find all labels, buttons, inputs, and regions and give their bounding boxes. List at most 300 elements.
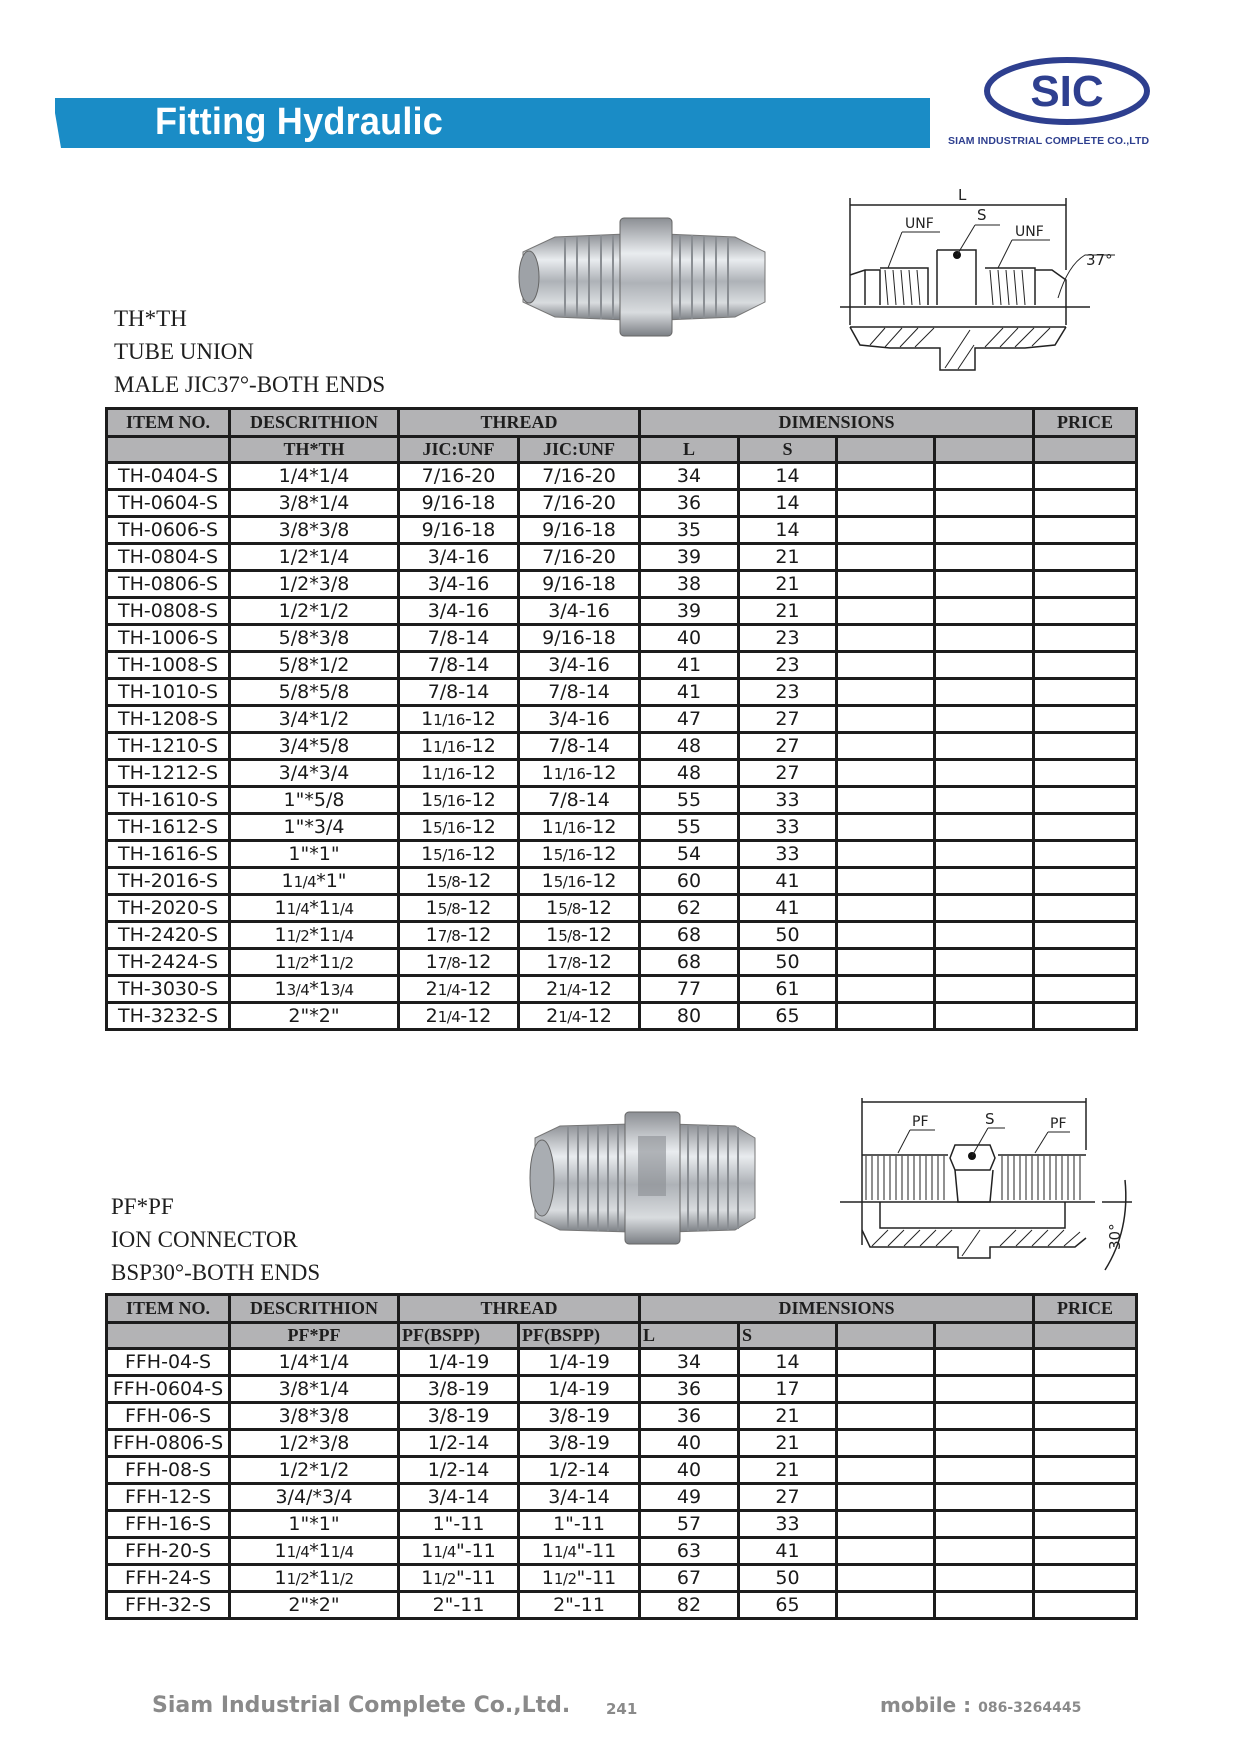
- mobile-label: mobile :: [880, 1693, 972, 1717]
- table-row: [107, 625, 1137, 652]
- description-cell: 1/2*1/4: [230, 544, 399, 571]
- description-cell: 3/8*1/4: [230, 490, 399, 517]
- item-no-cell: TH-0606-S: [107, 517, 230, 544]
- dim-l-cell: 80: [640, 1003, 739, 1030]
- dim-blank-cell: [935, 1538, 1034, 1565]
- heading-line: PF*PF: [111, 1194, 174, 1219]
- dim-blank-cell: [837, 814, 935, 841]
- thread-2-cell: 1/2-14: [519, 1457, 640, 1484]
- dim-blank-cell: [935, 868, 1034, 895]
- dim-blank-cell: [935, 1457, 1034, 1484]
- price-cell: [1034, 652, 1137, 679]
- table-row: [107, 976, 1137, 1003]
- thread-1-cell: 11/16-12: [399, 706, 519, 733]
- description-cell: 1"*1": [230, 1511, 399, 1538]
- header-dim-s: S: [739, 1323, 837, 1349]
- description-cell: 1/2*3/8: [230, 571, 399, 598]
- table-row: [107, 868, 1137, 895]
- fraction-part: 1/4: [293, 872, 317, 891]
- description-cell: 1/2*1/2: [230, 598, 399, 625]
- thread-1-cell: 2"-11: [399, 1592, 519, 1619]
- price-cell: [1034, 1511, 1137, 1538]
- dim-s-cell: 33: [739, 787, 837, 814]
- dim-blank-cell: [837, 922, 935, 949]
- dim-blank-cell: [837, 787, 935, 814]
- thread-2-cell: 1/4-19: [519, 1349, 640, 1376]
- sic-logo: [983, 56, 1151, 126]
- table-row: [107, 679, 1137, 706]
- thread-2-cell: 7/16-20: [519, 490, 640, 517]
- dim-s-cell: 21: [739, 1403, 837, 1430]
- header-price: PRICE: [1034, 409, 1137, 437]
- dim-s-cell: 14: [739, 490, 837, 517]
- dim-s-cell: 27: [739, 733, 837, 760]
- dim-s-cell: 21: [739, 544, 837, 571]
- dim-l-cell: 36: [640, 1403, 739, 1430]
- price-cell: [1034, 706, 1137, 733]
- dim-l-cell: 82: [640, 1592, 739, 1619]
- price-cell: [1034, 571, 1137, 598]
- price-cell: [1034, 1484, 1137, 1511]
- header-blank: [107, 437, 230, 463]
- fraction-part: 1/2: [433, 1569, 456, 1588]
- description-cell: 1/4*1/4: [230, 1349, 399, 1376]
- dim-l-cell: 48: [640, 760, 739, 787]
- table-row: [107, 652, 1137, 679]
- dim-blank-cell: [935, 1592, 1034, 1619]
- dim-l-cell: 39: [640, 544, 739, 571]
- thread-1-cell: 1/2-14: [399, 1430, 519, 1457]
- fraction-part: 3/4: [330, 980, 354, 999]
- fraction-part: 1/4: [286, 1542, 310, 1561]
- heading-line: TUBE UNION: [114, 339, 254, 364]
- footer-mobile: [880, 1693, 1081, 1717]
- dim-s-cell: 21: [739, 1457, 837, 1484]
- header-description: DESCRITHION: [230, 409, 399, 437]
- dim-blank-cell: [837, 895, 935, 922]
- thread-2-cell: 7/16-20: [519, 463, 640, 490]
- fraction-part: 1/2: [286, 1569, 310, 1588]
- table-row: [107, 517, 1137, 544]
- price-cell: [1034, 1403, 1137, 1430]
- length-label: L: [958, 186, 967, 204]
- thread-right-label: PF: [1050, 1116, 1067, 1132]
- description-cell: 11/4*11/4: [230, 895, 399, 922]
- dim-s-cell: 65: [739, 1003, 837, 1030]
- dim-blank-cell: [837, 463, 935, 490]
- dim-s-cell: 50: [739, 922, 837, 949]
- price-cell: [1034, 922, 1137, 949]
- fraction-part: 5/16: [433, 791, 465, 810]
- page-title: Fitting Hydraulic: [155, 101, 444, 143]
- thread-2-cell: 9/16-18: [519, 517, 640, 544]
- fraction-part: 1/16: [553, 818, 586, 837]
- thread-2-cell: 3/4-16: [519, 706, 640, 733]
- dim-blank-cell: [837, 625, 935, 652]
- thread-1-cell: 21/4-12: [399, 1003, 519, 1030]
- fraction-part: 1/4: [330, 899, 354, 918]
- fraction-part: 1/16: [553, 764, 586, 783]
- thread-2-cell: 21/4-12: [519, 976, 640, 1003]
- thread-left-label: PF: [912, 1114, 929, 1130]
- table-row: [107, 1538, 1137, 1565]
- angle-label: 30°: [1106, 1223, 1124, 1250]
- item-no-cell: FFH-16-S: [107, 1511, 230, 1538]
- dim-l-cell: 36: [640, 1376, 739, 1403]
- dim-s-cell: 41: [739, 1538, 837, 1565]
- dim-s-cell: 33: [739, 841, 837, 868]
- item-no-cell: TH-1212-S: [107, 760, 230, 787]
- dim-blank-cell: [935, 1484, 1034, 1511]
- dim-blank-cell: [837, 733, 935, 760]
- item-no-cell: TH-0604-S: [107, 490, 230, 517]
- heading-line: TH*TH: [114, 306, 187, 331]
- angle-label: 37°: [1086, 251, 1113, 269]
- dim-blank-cell: [837, 1430, 935, 1457]
- header-thread-sub-2: JIC:UNF: [519, 437, 640, 463]
- description-cell: 2"*2": [230, 1003, 399, 1030]
- table-row: [107, 787, 1137, 814]
- thread-1-cell: 11/2"-11: [399, 1565, 519, 1592]
- fraction-part: 5/8: [437, 899, 461, 918]
- header-blank: [837, 437, 935, 463]
- ion-connector-drawing: [840, 1090, 1140, 1290]
- header-dim-l: L: [640, 437, 739, 463]
- dim-l-cell: 49: [640, 1484, 739, 1511]
- thread-2-cell: 1"-11: [519, 1511, 640, 1538]
- tube-union-drawing: [840, 180, 1120, 390]
- item-no-cell: TH-2420-S: [107, 922, 230, 949]
- description-cell: 1"*1": [230, 841, 399, 868]
- header-blank: [1034, 437, 1137, 463]
- dim-blank-cell: [935, 652, 1034, 679]
- dim-blank-cell: [837, 490, 935, 517]
- table-row: [107, 1457, 1137, 1484]
- dim-blank-cell: [837, 1592, 935, 1619]
- item-no-cell: TH-0804-S: [107, 544, 230, 571]
- fraction-part: 1/2: [330, 953, 354, 972]
- dim-blank-cell: [837, 1376, 935, 1403]
- dim-l-cell: 68: [640, 922, 739, 949]
- heading-line: ION CONNECTOR: [111, 1227, 298, 1252]
- dim-blank-cell: [837, 517, 935, 544]
- dim-blank-cell: [935, 1511, 1034, 1538]
- fraction-part: 1/4: [558, 980, 581, 999]
- description-cell: 1/2*3/8: [230, 1430, 399, 1457]
- table-row: [107, 544, 1137, 571]
- thread-1-cell: 9/16-18: [399, 490, 519, 517]
- thread-1-cell: 9/16-18: [399, 517, 519, 544]
- price-cell: [1034, 1592, 1137, 1619]
- description-cell: 3/8*3/8: [230, 517, 399, 544]
- header-description-sub: TH*TH: [230, 437, 399, 463]
- header-thread-sub-1: PF(BSPP): [399, 1323, 519, 1349]
- price-cell: [1034, 1003, 1137, 1030]
- thread-left-label: UNF: [905, 216, 934, 232]
- item-no-cell: FFH-0604-S: [107, 1376, 230, 1403]
- fraction-part: 7/8: [558, 953, 581, 972]
- item-no-cell: TH-1010-S: [107, 679, 230, 706]
- fraction-part: 5/16: [433, 818, 465, 837]
- thread-1-cell: 15/16-12: [399, 841, 519, 868]
- price-cell: [1034, 1376, 1137, 1403]
- fraction-part: 5/16: [553, 872, 586, 891]
- dim-blank-cell: [837, 1538, 935, 1565]
- header-blank: [1034, 1323, 1137, 1349]
- fraction-part: 1/16: [433, 710, 465, 729]
- thread-1-cell: 3/4-16: [399, 571, 519, 598]
- price-cell: [1034, 679, 1137, 706]
- fraction-part: 7/8: [437, 953, 461, 972]
- description-cell: 5/8*5/8: [230, 679, 399, 706]
- thread-1-cell: 15/16-12: [399, 814, 519, 841]
- table-row: [107, 463, 1137, 490]
- price-cell: [1034, 625, 1137, 652]
- dim-s-cell: 17: [739, 1376, 837, 1403]
- logo-text: SIC: [1030, 67, 1104, 116]
- dim-blank-cell: [935, 841, 1034, 868]
- dim-blank-cell: [935, 1376, 1034, 1403]
- thread-2-cell: 21/4-12: [519, 1003, 640, 1030]
- header-dimensions: DIMENSIONS: [640, 409, 1034, 437]
- ion-connector-photo: [520, 1108, 760, 1248]
- item-no-cell: TH-2020-S: [107, 895, 230, 922]
- item-no-cell: FFH-20-S: [107, 1538, 230, 1565]
- description-cell: 3/8*3/8: [230, 1403, 399, 1430]
- thread-2-cell: 3/4-16: [519, 652, 640, 679]
- dim-blank-cell: [837, 1403, 935, 1430]
- dim-s-cell: 61: [739, 976, 837, 1003]
- thread-1-cell: 3/4-16: [399, 544, 519, 571]
- dim-s-cell: 33: [739, 814, 837, 841]
- dim-blank-cell: [935, 895, 1034, 922]
- description-cell: 1/4*1/4: [230, 463, 399, 490]
- price-cell: [1034, 490, 1137, 517]
- dim-blank-cell: [935, 787, 1034, 814]
- dim-s-cell: 23: [739, 652, 837, 679]
- thread-1-cell: 17/8-12: [399, 922, 519, 949]
- item-no-cell: FFH-04-S: [107, 1349, 230, 1376]
- header-dim-l: L: [640, 1323, 739, 1349]
- header-dim-s: S: [739, 437, 837, 463]
- thread-2-cell: 3/4-14: [519, 1484, 640, 1511]
- fraction-part: 7/8: [437, 926, 461, 945]
- dim-s-cell: 21: [739, 598, 837, 625]
- dim-blank-cell: [837, 760, 935, 787]
- dim-l-cell: 77: [640, 976, 739, 1003]
- description-cell: 5/8*1/2: [230, 652, 399, 679]
- dim-blank-cell: [837, 652, 935, 679]
- price-cell: [1034, 814, 1137, 841]
- table-row: [107, 1349, 1137, 1376]
- description-cell: 11/2*11/4: [230, 922, 399, 949]
- thread-2-cell: 3/8-19: [519, 1403, 640, 1430]
- description-cell: 3/4*3/4: [230, 760, 399, 787]
- description-cell: 2"*2": [230, 1592, 399, 1619]
- dim-l-cell: 40: [640, 625, 739, 652]
- table-row: [107, 1565, 1137, 1592]
- fraction-part: 5/8: [558, 926, 581, 945]
- thread-2-cell: 11/2"-11: [519, 1565, 640, 1592]
- table-row: [107, 949, 1137, 976]
- item-no-cell: FFH-0806-S: [107, 1430, 230, 1457]
- header-blank: [935, 437, 1034, 463]
- dim-blank-cell: [837, 571, 935, 598]
- thread-1-cell: 21/4-12: [399, 976, 519, 1003]
- heading-line: BSP30°-BOTH ENDS: [111, 1260, 321, 1285]
- item-no-cell: TH-1006-S: [107, 625, 230, 652]
- thread-1-cell: 11/16-12: [399, 760, 519, 787]
- dim-blank-cell: [837, 976, 935, 1003]
- thread-2-cell: 2"-11: [519, 1592, 640, 1619]
- dim-l-cell: 35: [640, 517, 739, 544]
- fraction-part: 1/2: [286, 926, 310, 945]
- description-cell: 5/8*3/8: [230, 625, 399, 652]
- description-cell: 1"*3/4: [230, 814, 399, 841]
- item-no-cell: TH-3030-S: [107, 976, 230, 1003]
- dim-l-cell: 34: [640, 1349, 739, 1376]
- heading-line: MALE JIC37°-BOTH ENDS: [114, 372, 386, 397]
- price-cell: [1034, 1538, 1137, 1565]
- item-no-cell: TH-1612-S: [107, 814, 230, 841]
- dim-blank-cell: [935, 1430, 1034, 1457]
- fraction-part: 5/16: [553, 845, 586, 864]
- dim-blank-cell: [935, 517, 1034, 544]
- description-cell: 11/4*1": [230, 868, 399, 895]
- thread-1-cell: 3/4-14: [399, 1484, 519, 1511]
- price-cell: [1034, 544, 1137, 571]
- thread-1-cell: 3/4-16: [399, 598, 519, 625]
- fraction-part: 5/16: [433, 845, 465, 864]
- dim-l-cell: 54: [640, 841, 739, 868]
- item-no-cell: TH-0808-S: [107, 598, 230, 625]
- dim-s-cell: 14: [739, 463, 837, 490]
- table-row: [107, 490, 1137, 517]
- dim-blank-cell: [935, 976, 1034, 1003]
- table-row: [107, 1511, 1137, 1538]
- header-dimensions: DIMENSIONS: [640, 1295, 1034, 1323]
- dim-s-cell: 21: [739, 1430, 837, 1457]
- thread-2-cell: 3/8-19: [519, 1430, 640, 1457]
- dim-l-cell: 41: [640, 652, 739, 679]
- thread-right-label: UNF: [1015, 224, 1044, 240]
- dim-blank-cell: [935, 1349, 1034, 1376]
- description-cell: 3/8*1/4: [230, 1376, 399, 1403]
- table-row: [107, 1403, 1137, 1430]
- thread-1-cell: 3/8-19: [399, 1376, 519, 1403]
- item-no-cell: TH-2016-S: [107, 868, 230, 895]
- dim-blank-cell: [935, 625, 1034, 652]
- table-row: [107, 598, 1137, 625]
- dim-s-cell: 27: [739, 760, 837, 787]
- fraction-part: 1/2: [330, 1569, 354, 1588]
- dim-blank-cell: [935, 814, 1034, 841]
- thread-2-cell: 15/8-12: [519, 922, 640, 949]
- thread-1-cell: 7/16-20: [399, 463, 519, 490]
- thread-2-cell: 15/8-12: [519, 895, 640, 922]
- fraction-part: 1/4: [437, 1007, 461, 1026]
- description-cell: 3/4/*3/4: [230, 1484, 399, 1511]
- thread-1-cell: 11/16-12: [399, 733, 519, 760]
- header-thread-sub-1: JIC:UNF: [399, 437, 519, 463]
- dim-blank-cell: [935, 1403, 1034, 1430]
- price-cell: [1034, 841, 1137, 868]
- item-no-cell: TH-1610-S: [107, 787, 230, 814]
- fraction-part: 1/2: [553, 1569, 577, 1588]
- table-row: [107, 1592, 1137, 1619]
- dim-s-cell: 14: [739, 517, 837, 544]
- description-cell: 1"*5/8: [230, 787, 399, 814]
- hex-label: S: [985, 1110, 995, 1128]
- dim-l-cell: 67: [640, 1565, 739, 1592]
- thread-2-cell: 9/16-18: [519, 625, 640, 652]
- fraction-part: 1/16: [433, 764, 465, 783]
- dim-l-cell: 48: [640, 733, 739, 760]
- dim-l-cell: 40: [640, 1457, 739, 1484]
- item-no-cell: FFH-08-S: [107, 1457, 230, 1484]
- dim-l-cell: 62: [640, 895, 739, 922]
- thread-2-cell: 15/16-12: [519, 841, 640, 868]
- thread-1-cell: 7/8-14: [399, 625, 519, 652]
- item-no-cell: FFH-24-S: [107, 1565, 230, 1592]
- price-cell: [1034, 895, 1137, 922]
- dim-blank-cell: [837, 868, 935, 895]
- dim-s-cell: 33: [739, 1511, 837, 1538]
- thread-2-cell: 7/16-20: [519, 544, 640, 571]
- dim-blank-cell: [935, 922, 1034, 949]
- item-no-cell: FFH-12-S: [107, 1484, 230, 1511]
- price-cell: [1034, 517, 1137, 544]
- table-row: [107, 895, 1137, 922]
- description-cell: 13/4*13/4: [230, 976, 399, 1003]
- dim-blank-cell: [935, 463, 1034, 490]
- fraction-part: 1/4: [437, 980, 461, 999]
- dim-blank-cell: [837, 949, 935, 976]
- table-row: [107, 922, 1137, 949]
- dim-blank-cell: [837, 679, 935, 706]
- dim-l-cell: 55: [640, 787, 739, 814]
- thread-2-cell: 17/8-12: [519, 949, 640, 976]
- item-no-cell: TH-3232-S: [107, 1003, 230, 1030]
- dim-blank-cell: [837, 1511, 935, 1538]
- dim-blank-cell: [935, 1565, 1034, 1592]
- price-cell: [1034, 868, 1137, 895]
- fraction-part: 1/4: [553, 1542, 577, 1561]
- dim-l-cell: 40: [640, 1430, 739, 1457]
- page-number: 241: [606, 1700, 638, 1718]
- header-description-sub: PF*PF: [230, 1323, 399, 1349]
- header-item-no: ITEM NO.: [107, 409, 230, 437]
- section-heading-tube-union: [114, 302, 385, 401]
- thread-2-cell: 11/4"-11: [519, 1538, 640, 1565]
- item-no-cell: TH-0404-S: [107, 463, 230, 490]
- ion-connector-table: [105, 1293, 1138, 1620]
- dim-blank-cell: [935, 733, 1034, 760]
- header-blank: [935, 1323, 1034, 1349]
- dim-s-cell: 23: [739, 679, 837, 706]
- thread-2-cell: 1/4-19: [519, 1376, 640, 1403]
- dim-s-cell: 50: [739, 949, 837, 976]
- header-description: DESCRITHION: [230, 1295, 399, 1323]
- dim-l-cell: 55: [640, 814, 739, 841]
- dim-s-cell: 65: [739, 1592, 837, 1619]
- dim-s-cell: 50: [739, 1565, 837, 1592]
- dim-blank-cell: [935, 598, 1034, 625]
- description-cell: 11/4*11/4: [230, 1538, 399, 1565]
- dim-blank-cell: [935, 706, 1034, 733]
- company-name: SIAM INDUSTRIAL COMPLETE CO.,LTD: [948, 135, 1150, 147]
- thread-2-cell: 11/16-12: [519, 760, 640, 787]
